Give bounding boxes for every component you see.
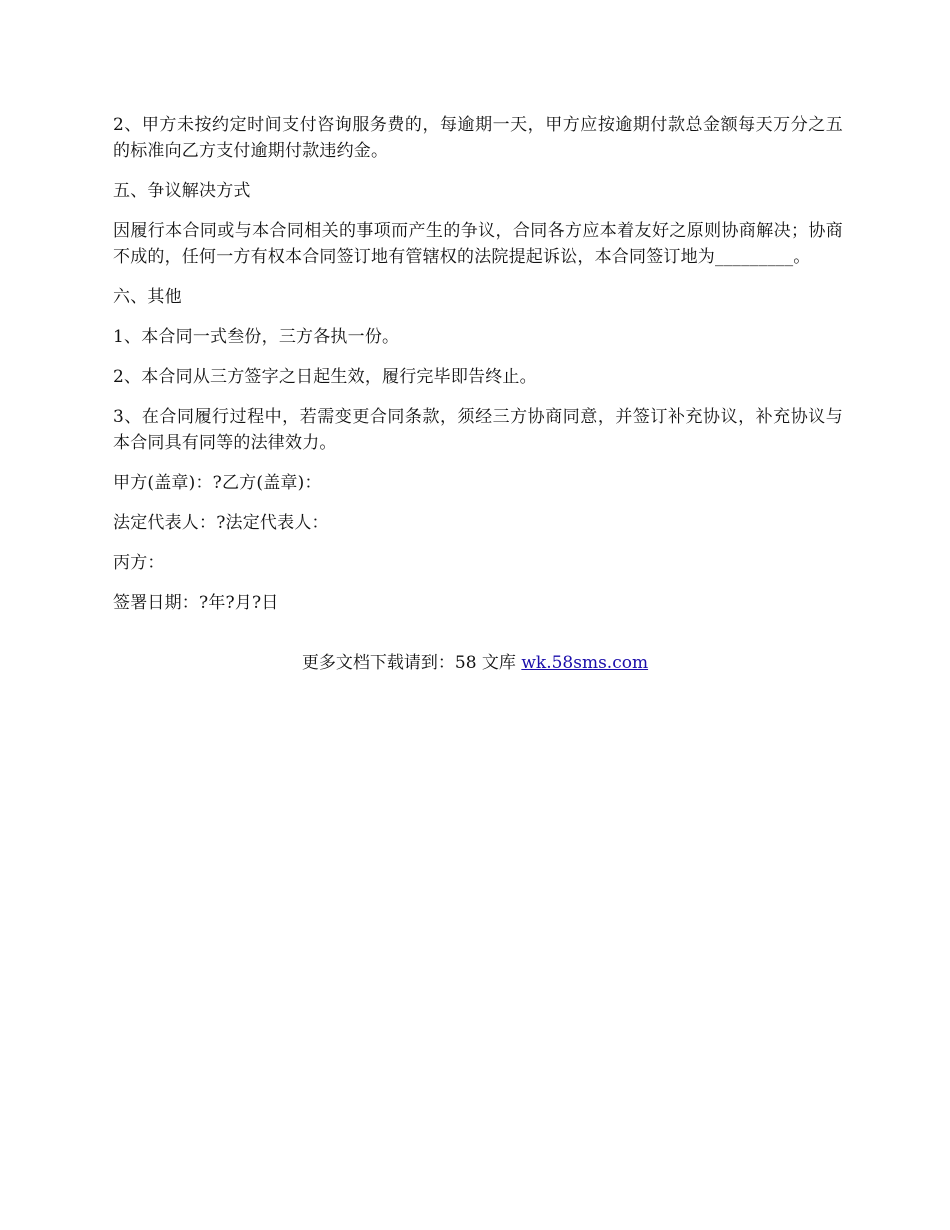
download-footer xyxy=(0,650,950,676)
footer-link[interactable]: wk.58sms.com xyxy=(521,653,649,673)
signature-party-a-b: 甲方(盖章)：?乙方(盖章)： xyxy=(113,473,322,493)
signature-legal-rep: 法定代表人：?法定代表人： xyxy=(113,513,329,533)
clause-amendment: 3、在合同履行过程中，若需变更合同条款，须经三方协商同意，并签订补充协议，补充协议与本合同具有同等的法律效力。 xyxy=(113,407,843,453)
footer-prefix: 更多文档下载请到：58 文库 xyxy=(301,653,522,673)
clause-copies: 1、本合同一式叁份，三方各执一份。 xyxy=(113,327,400,347)
signature-date: 签署日期：?年?月?日 xyxy=(113,593,279,613)
clause-late-payment: 2、甲方未按约定时间支付咨询服务费的，每逾期一天，甲方应按逾期付款总金额每天万分之五的标准向乙方支付逾期付款违约金。 xyxy=(113,115,843,161)
document-body xyxy=(113,112,843,630)
clause-effective: 2、本合同从三方签字之日起生效，履行完毕即告终止。 xyxy=(113,367,537,387)
signature-party-c: 丙方： xyxy=(113,553,165,573)
section-heading-other: 六、其他 xyxy=(113,287,182,307)
section-heading-dispute: 五、争议解决方式 xyxy=(113,181,251,201)
clause-dispute-resolution: 因履行本合同或与本合同相关的事项而产生的争议，合同各方应本着友好之原则协商解决；协商不成的，任何一方有权本合同签订地有管辖权的法院提起诉讼，本合同签订地为_________。 xyxy=(113,221,843,267)
